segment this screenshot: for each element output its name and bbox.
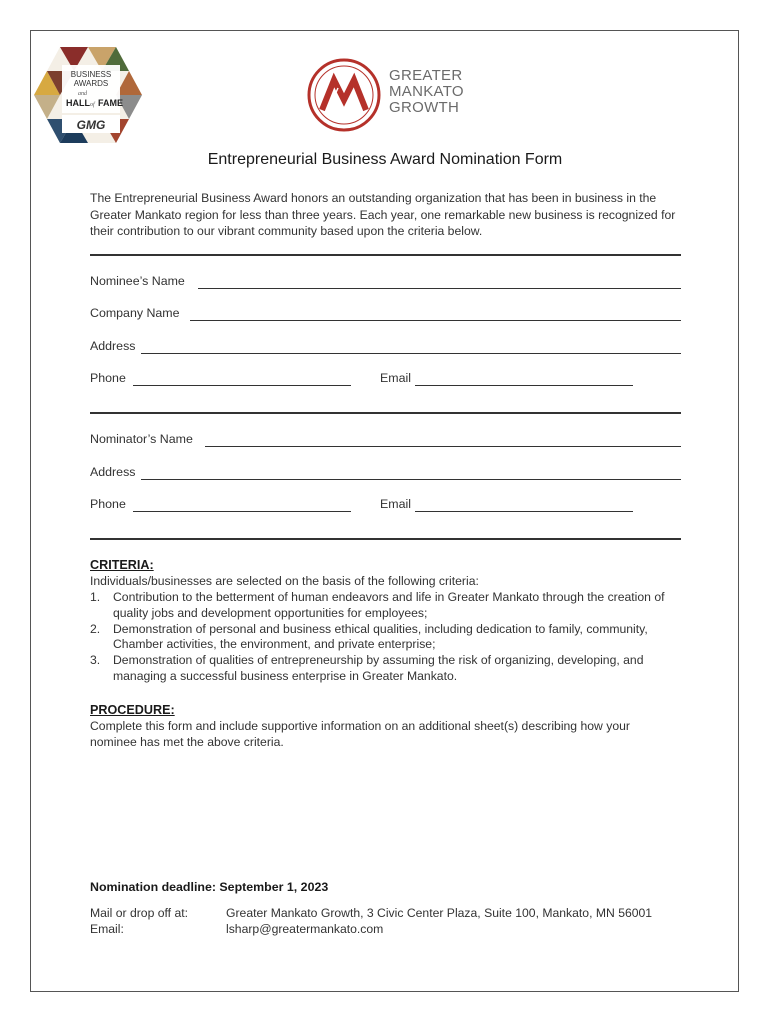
mail-label: Mail or drop off at: (90, 906, 188, 920)
list-text: Demonstration of qualities of entrepreneurship by assuming the risk of organizing, developing, and managing a successful business enterprise in Greater Mankato. (113, 653, 644, 683)
nominator-name-field[interactable] (205, 446, 681, 447)
intro-paragraph: The Entrepreneurial Business Award honors an outstanding organization that has been in business in the Greater Mankato region for less than three years. Each year, one remarkable new business is recognized for their contribution to our vibrant community based upon the criteria below. (90, 191, 676, 238)
hof-line2: AWARDS (73, 79, 109, 88)
nominee-email-label: Email (380, 371, 411, 385)
list-number: 3. (90, 653, 101, 668)
nominee-phone-field[interactable] (133, 385, 351, 386)
company-name-label: Company Name (90, 306, 180, 320)
list-text: Demonstration of personal and business ethical qualities, including dedication to family, community, Chamber activities, the environment, and private enterprise; (113, 621, 648, 652)
form-title: Entrepreneurial Business Award Nomination Form (207, 151, 563, 168)
nominator-name-row (90, 432, 681, 448)
nominee-address-row (90, 339, 681, 355)
list-item (90, 622, 686, 654)
email-address-link[interactable]: lsharp@greatermankato.com (226, 922, 384, 936)
nominator-email-label: Email (380, 497, 411, 511)
nominee-name-field[interactable] (198, 288, 681, 289)
nominator-phone-field[interactable] (133, 511, 351, 512)
nominee-address-label: Address (90, 339, 136, 353)
company-name-field[interactable] (190, 320, 681, 321)
nominee-name-row (90, 274, 681, 290)
list-number: 2. (90, 621, 101, 636)
nominee-contact-row (90, 371, 681, 387)
hof-hall: HALL (66, 98, 90, 108)
list-number: 1. (90, 590, 101, 604)
gmg-logo-text (389, 68, 464, 116)
list-text: Contribution to the betterment of human endeavors and life in Greater Mankato through the creation of quality jobs and development opportunities for employees; (113, 590, 665, 620)
nominator-address-row (90, 465, 681, 481)
nominee-email-field[interactable] (415, 385, 633, 386)
hof-line3: and (78, 91, 87, 97)
nominator-name-label: Nominator’s Name (90, 432, 193, 446)
hof-of: of (90, 102, 95, 108)
email-label: Email: (90, 922, 124, 936)
gmg-line3: GROWTH (389, 99, 460, 116)
criteria-list (90, 590, 686, 685)
criteria-lead: Individuals/businesses are selected on the basis of the following criteria: (90, 574, 479, 588)
nominator-contact-row (90, 497, 681, 513)
nominator-email-field[interactable] (415, 511, 633, 512)
nominee-address-field[interactable] (141, 353, 681, 354)
company-name-row (90, 306, 681, 322)
nominator-address-field[interactable] (141, 479, 681, 480)
gmg-line1: GREATER (389, 67, 463, 84)
nominee-phone-label: Phone (90, 371, 126, 385)
nomination-deadline: Nomination deadline: September 1, 2023 (90, 880, 329, 894)
procedure-text: Complete this form and include supportive information on an additional sheet(s) describing how your nominee has met the above criteria. (90, 719, 630, 749)
mail-address: Greater Mankato Growth, 3 Civic Center Plaza, Suite 100, Mankato, MN 56001 (226, 906, 653, 920)
list-item (90, 590, 686, 622)
procedure-heading: PROCEDURE: (90, 703, 175, 717)
list-item (90, 653, 686, 685)
nominator-phone-label: Phone (90, 497, 126, 511)
hof-line1: BUSINESS (70, 70, 112, 79)
divider (90, 412, 681, 414)
nominator-address-label: Address (90, 465, 136, 479)
criteria-heading: CRITERIA: (90, 558, 154, 572)
divider (90, 254, 681, 256)
nominee-name-label: Nominee’s Name (90, 274, 185, 288)
hof-gmg: GMG (76, 118, 106, 132)
hof-fame: FAME (98, 98, 124, 108)
gmg-line2: MANKATO (389, 83, 464, 100)
hall-of-fame-logo (34, 45, 142, 145)
divider (90, 538, 681, 540)
